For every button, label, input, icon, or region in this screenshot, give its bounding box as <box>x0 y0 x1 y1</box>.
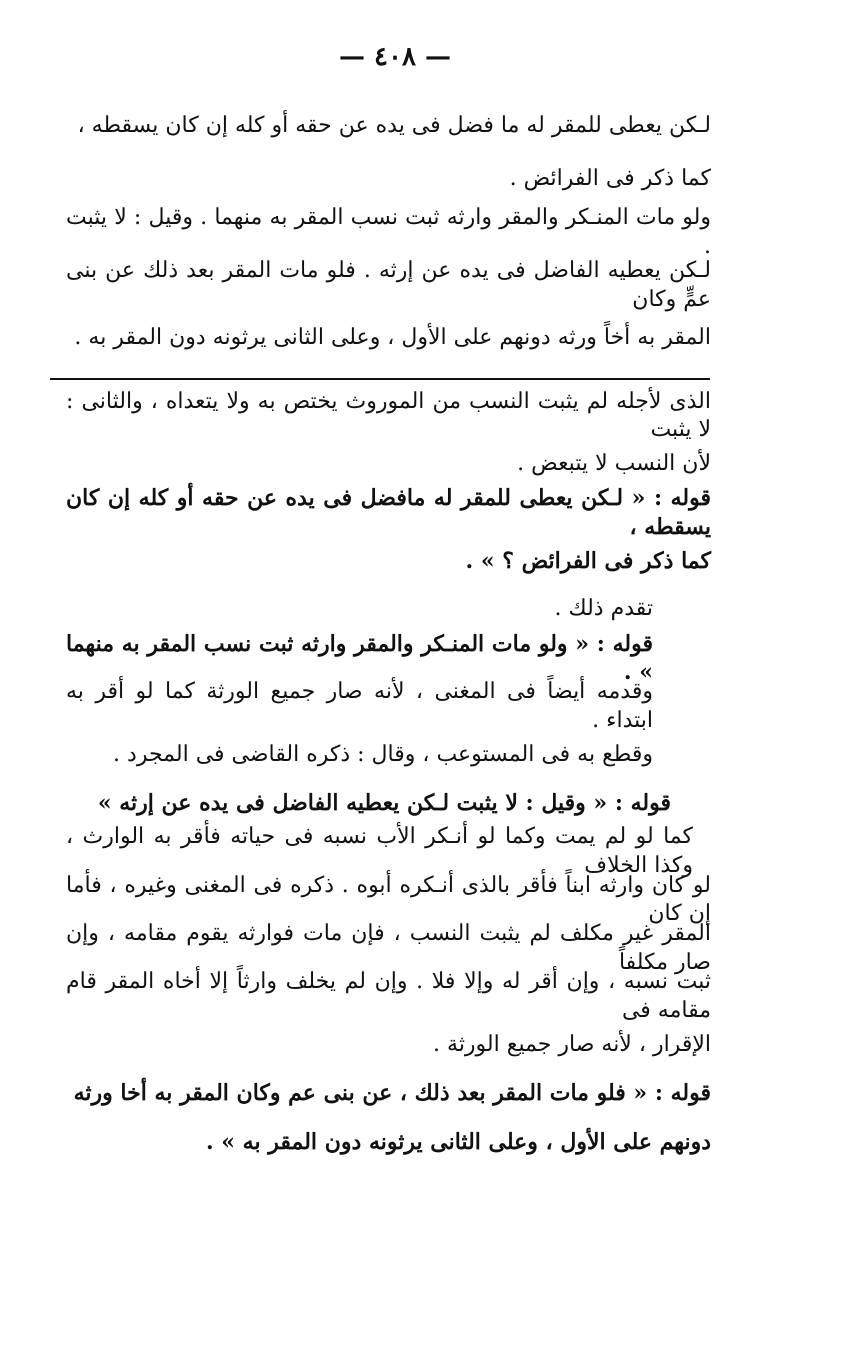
main-text-line: لـكن يعطيه الفاضل فى يده عن إرثه . فلو مات المقر بعد ذلك عن بنى عمٍّ وكان <box>66 257 711 312</box>
commentary-line: المقر غير مكلف لم يثبت النسب ، فإن مات فوارثه يقوم مقامه ، وإن صار مكلفاً <box>66 920 711 975</box>
commentary-text <box>66 388 711 1166</box>
commentary-quote-line: قوله : « وقيل : لا يثبت لـكن يعطيه الفاضل فى يده عن إرثه » <box>97 790 671 817</box>
commentary-line: لو كان وارثه ابناً فأقر بالذى أنـكره أبوه . ذكره فى المغنى وغيره ، فأما إن كان <box>66 872 711 927</box>
commentary-line: الإقرار ، لأنه صار جميع الورثة . <box>433 1031 711 1057</box>
commentary-quote-line: قوله : « لـكن يعطى للمقر له مافضل فى يده عن حقه أو كله إن كان يسقطه ، <box>66 485 711 540</box>
commentary-quote-line: قوله : « فلو مات المقر بعد ذلك ، عن بنى عم وكان المقر به أخا ورثه <box>73 1080 711 1107</box>
commentary-quote-line: دونهم على الأول ، وعلى الثانى يرثونه دون المقر به » . <box>205 1128 711 1155</box>
main-text <box>66 100 711 365</box>
main-text-line: ولو مات المنـكر والمقر وارثه ثبت نسب المقر به منهما . وقيل : لا يثبت . <box>66 204 711 259</box>
commentary-line: ثبت نسبه ، وإن أقر له وإلا فلا . وإن لم يخلف وارثاً إلا أخاه المقر قام مقامه فى <box>66 969 711 1023</box>
commentary-line: وقطع به فى المستوعب ، وقال : ذكره القاضى فى المجرد . <box>113 741 653 767</box>
commentary-line: وقدمه أيضاً فى المغنى ، لأنه صار جميع الورثة كما لو أقر به ابتداء . <box>66 678 653 733</box>
main-text-line: لـكن يعطى للمقر له ما فضل فى يده عن حقه أو كله إن كان يسقطه ، <box>77 113 711 139</box>
footnote-divider <box>50 378 710 380</box>
commentary-line: لأن النسب لا يتبعض . <box>517 451 711 477</box>
main-text-line: المقر به أخاً ورثه دونهم على الأول ، وعلى الثانى يرثونه دون المقر به . <box>74 325 711 351</box>
commentary-quote-line: قوله : « ولو مات المنـكر والمقر وارثه ثبت نسب المقر به منهما » . <box>66 630 653 686</box>
commentary-quote-line: كما ذكر فى الفرائض ؟ » . <box>465 548 711 575</box>
commentary-line: الذى لأجله لم يثبت النسب من الموروث يختص به ولا يتعداه ، والثانى : لا يثبت <box>66 388 711 443</box>
commentary-line: كما لو لم يمت وكما لو أنـكر الأب نسبه فى حياته فأقر به الوارث ، وكذا الخلاف <box>66 824 693 878</box>
page-number: — ٤٠٨ — <box>338 42 452 72</box>
commentary-line: تقدم ذلك . <box>554 596 653 622</box>
main-text-line: كما ذكر فى الفرائض . <box>509 166 711 192</box>
